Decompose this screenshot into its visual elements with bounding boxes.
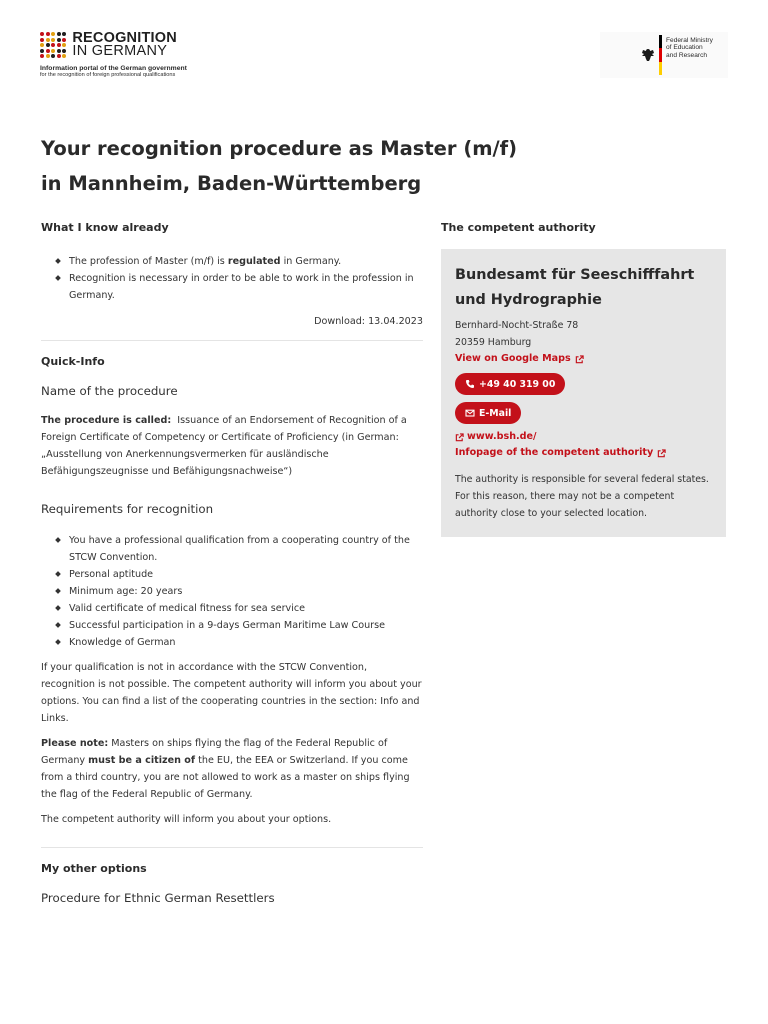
- authority-note: The authority is responsible for several federal states. For this reason, there may not be a competent authority close to your selected location.: [455, 474, 709, 519]
- list-item: Successful participation in a 9-days German Maritime Law Course: [41, 617, 423, 634]
- logo-dot: [57, 54, 61, 58]
- logo-dot: [57, 49, 61, 53]
- logo-dot: [46, 38, 50, 42]
- other-options-heading: My other options: [41, 862, 147, 875]
- other-option-item[interactable]: Procedure for Ethnic German Resettlers: [41, 891, 275, 905]
- federal-eagle-icon: [640, 47, 656, 63]
- email-button[interactable]: E-Mail: [455, 402, 521, 424]
- logo-dot: [40, 43, 44, 47]
- logo-dot: [62, 54, 66, 58]
- phone-icon: [465, 379, 475, 389]
- logo-dot: [51, 43, 55, 47]
- external-link-icon: [455, 433, 464, 442]
- authority-name: Bundesamt für Seeschifffahrt und Hydrographie: [455, 267, 695, 308]
- logo-dots-icon: [40, 32, 66, 58]
- infopage-link[interactable]: Infopage of the competent authority: [455, 445, 712, 461]
- logo-dot: [62, 43, 66, 47]
- logo-dot: [62, 49, 66, 53]
- divider: [41, 847, 423, 848]
- requirements-heading: Requirements for recognition: [41, 502, 214, 516]
- list-item: The profession of Master (m/f) is regulated in Germany.: [41, 253, 423, 270]
- list-item: You have a professional qualification from a cooperating country of the STCW Convention.: [41, 532, 423, 566]
- logo-dot: [57, 32, 61, 36]
- divider: [41, 340, 423, 341]
- logo-dot: [57, 38, 61, 42]
- download-date: Download: 13.04.2023: [314, 316, 423, 327]
- what-i-know-list: [41, 253, 423, 304]
- logo-dot: [57, 43, 61, 47]
- external-link-icon: [575, 355, 584, 364]
- procedure-called-text: The procedure is called: Issuance of an Endorsement of Recognition of a Foreign Certificate of Competency or Certificate of Proficiency (in German: „Ausstellung von Anerkennungsvermerken für ausländische Befähigungszeugnisse und Befähigungsnachweise“): [41, 415, 407, 477]
- list-item: Personal aptitude: [41, 566, 423, 583]
- logo-dot: [46, 32, 50, 36]
- website-link[interactable]: www.bsh.de/: [455, 429, 712, 445]
- external-link-icon: [657, 449, 666, 458]
- logo-dot: [62, 38, 66, 42]
- logo-line2: IN GERMANY: [72, 43, 168, 60]
- logo-dot: [62, 32, 66, 36]
- list-item: Recognition is necessary in order to be able to work in the profession in Germany.: [41, 270, 423, 304]
- logo-dot: [51, 32, 55, 36]
- google-maps-link[interactable]: View on Google Maps: [455, 351, 712, 367]
- list-item: Minimum age: 20 years: [41, 583, 423, 600]
- quick-info-heading: Quick-Info: [41, 355, 105, 368]
- authority-card: [441, 249, 726, 537]
- phone-button[interactable]: +49 40 319 00: [455, 373, 565, 395]
- logo-dot: [46, 49, 50, 53]
- stcw-note: If your qualification is not in accordance with the STCW Convention, recognition is not possible. The competent authority will inform you about your options. You can find a list of the cooperating countries in the section: Info and Links.: [41, 662, 422, 724]
- page-title-line1: Your recognition procedure as Master (m/f): [41, 137, 518, 160]
- recognition-in-germany-logo[interactable]: [40, 32, 210, 78]
- please-note: Please note: Masters on ships flying the flag of the Federal Republic of Germany must be a citizen of the EU, the EEA or Switzerland. If you come from a third country, you are not allowed to work as a master on ships flying the flag of the Federal Republic of Germany.: [41, 738, 410, 800]
- german-flag-bar: [659, 35, 662, 75]
- procedure-name-label: Name of the procedure: [41, 384, 178, 398]
- logo-dot: [40, 38, 44, 42]
- authority-city: 20359 Hamburg: [455, 337, 532, 348]
- logo-line1: RECOGNITION: [72, 30, 177, 47]
- page-title-line2: in Mannheim, Baden-Württemberg: [41, 172, 422, 195]
- page-title: [41, 131, 681, 201]
- authority-options-note: The competent authority will inform you about your options.: [41, 814, 332, 825]
- competent-authority-heading: The competent authority: [441, 221, 596, 234]
- what-i-know-heading: What I know already: [41, 221, 169, 234]
- logo-dot: [46, 54, 50, 58]
- regulated-emphasis: regulated: [227, 256, 281, 267]
- list-item: Valid certificate of medical fitness for sea service: [41, 600, 423, 617]
- logo-tagline-2: for the recognition of foreign professional qualifications: [40, 72, 176, 79]
- envelope-icon: [465, 408, 475, 418]
- list-item: Knowledge of German: [41, 634, 423, 651]
- ministry-name: Federal Ministry of Education and Research: [666, 36, 713, 59]
- logo-dot: [46, 43, 50, 47]
- main-content: [41, 221, 423, 905]
- logo-dot: [40, 54, 44, 58]
- logo-dot: [51, 54, 55, 58]
- logo-dot: [40, 32, 44, 36]
- logo-tagline: Information portal of the German government: [40, 65, 187, 73]
- logo-dot: [51, 38, 55, 42]
- authority-street: Bernhard-Nocht-Straße 78: [455, 320, 579, 331]
- logo-dot: [40, 49, 44, 53]
- ministry-logo[interactable]: [600, 32, 728, 78]
- logo-dot: [51, 49, 55, 53]
- requirements-list: [41, 532, 423, 651]
